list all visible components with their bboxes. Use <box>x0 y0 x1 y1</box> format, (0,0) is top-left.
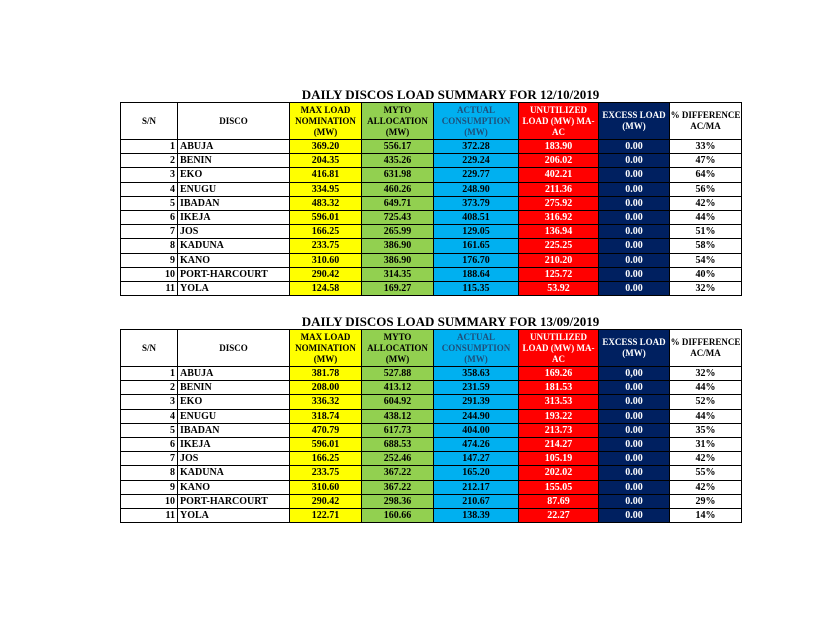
cell-unutilized: 136.94 <box>519 225 599 239</box>
header-sn: S/N <box>121 330 178 367</box>
cell-myto: 438.12 <box>362 409 434 423</box>
cell-sn: 2 <box>121 381 178 395</box>
cell-unutilized: 213.73 <box>519 423 599 437</box>
cell-pct: 40% <box>670 267 742 281</box>
cell-max-load: 336.32 <box>290 395 362 409</box>
cell-pct: 44% <box>670 381 742 395</box>
cell-actual: 248.90 <box>434 182 519 196</box>
cell-excess: 0.00 <box>599 267 670 281</box>
cell-unutilized: 316.92 <box>519 210 599 224</box>
cell-actual: 408.51 <box>434 210 519 224</box>
load-summary-table <box>120 329 742 523</box>
table-row <box>121 494 742 508</box>
cell-pct: 44% <box>670 210 742 224</box>
cell-disco: EKO <box>178 168 290 182</box>
cell-unutilized: 193.22 <box>519 409 599 423</box>
header-unutilized: UNUTILIZED LOAD (MW) MA-AC <box>519 330 599 367</box>
cell-pct: 29% <box>670 494 742 508</box>
table-row <box>121 196 742 210</box>
cell-disco: KADUNA <box>178 466 290 480</box>
header-myto: MYTO ALLOCATION (MW) <box>362 103 434 140</box>
cell-myto: 725.43 <box>362 210 434 224</box>
cell-unutilized: 225.25 <box>519 239 599 253</box>
cell-max-load: 470.79 <box>290 423 362 437</box>
cell-excess: 0.00 <box>599 395 670 409</box>
cell-max-load: 233.75 <box>290 239 362 253</box>
cell-actual: 229.77 <box>434 168 519 182</box>
cell-sn: 5 <box>121 196 178 210</box>
cell-disco: JOS <box>178 225 290 239</box>
cell-pct: 35% <box>670 423 742 437</box>
header-max-load: MAX LOAD NOMINATION (MW) <box>290 330 362 367</box>
header-excess: EXCESS LOAD (MW) <box>599 103 670 140</box>
cell-sn: 6 <box>121 210 178 224</box>
header-unutilized: UNUTILIZED LOAD (MW) MA-AC <box>519 103 599 140</box>
table-row <box>121 395 742 409</box>
cell-disco: KADUNA <box>178 239 290 253</box>
cell-sn: 11 <box>121 281 178 295</box>
cell-myto: 631.98 <box>362 168 434 182</box>
table-row <box>121 154 742 168</box>
cell-actual: 188.64 <box>434 267 519 281</box>
cell-actual: 212.17 <box>434 480 519 494</box>
cell-sn: 4 <box>121 409 178 423</box>
cell-max-load: 596.01 <box>290 210 362 224</box>
table-row <box>121 367 742 381</box>
cell-actual: 115.35 <box>434 281 519 295</box>
cell-sn: 3 <box>121 168 178 182</box>
cell-pct: 54% <box>670 253 742 267</box>
table-row <box>121 140 742 154</box>
table-row <box>121 409 742 423</box>
cell-excess: 0.00 <box>599 381 670 395</box>
cell-max-load: 290.42 <box>290 267 362 281</box>
cell-actual: 231.59 <box>434 381 519 395</box>
cell-actual: 147.27 <box>434 452 519 466</box>
cell-actual: 161.65 <box>434 239 519 253</box>
header-excess: EXCESS LOAD (MW) <box>599 330 670 367</box>
cell-excess: 0,00 <box>599 367 670 381</box>
cell-pct: 31% <box>670 437 742 451</box>
cell-unutilized: 183.90 <box>519 140 599 154</box>
cell-sn: 9 <box>121 253 178 267</box>
load-summary-table <box>120 102 742 296</box>
cell-sn: 1 <box>121 140 178 154</box>
cell-pct: 58% <box>670 239 742 253</box>
cell-actual: 176.70 <box>434 253 519 267</box>
cell-excess: 0.00 <box>599 423 670 437</box>
cell-sn: 2 <box>121 154 178 168</box>
cell-disco: ABUJA <box>178 140 290 154</box>
cell-max-load: 483.32 <box>290 196 362 210</box>
cell-myto: 169.27 <box>362 281 434 295</box>
cell-actual: 165.20 <box>434 466 519 480</box>
cell-sn: 10 <box>121 494 178 508</box>
cell-pct: 33% <box>670 140 742 154</box>
cell-sn: 9 <box>121 480 178 494</box>
cell-disco: YOLA <box>178 508 290 522</box>
cell-excess: 0.00 <box>599 508 670 522</box>
table-body <box>121 140 742 296</box>
cell-disco: IKEJA <box>178 437 290 451</box>
table-row <box>121 239 742 253</box>
cell-actual: 358.63 <box>434 367 519 381</box>
cell-myto: 298.36 <box>362 494 434 508</box>
table-row <box>121 225 742 239</box>
cell-actual: 373.79 <box>434 196 519 210</box>
cell-max-load: 416.81 <box>290 168 362 182</box>
cell-myto: 649.71 <box>362 196 434 210</box>
cell-unutilized: 87.69 <box>519 494 599 508</box>
cell-disco: ABUJA <box>178 367 290 381</box>
cell-max-load: 310.60 <box>290 480 362 494</box>
header-sn: S/N <box>121 103 178 140</box>
cell-myto: 386.90 <box>362 253 434 267</box>
cell-myto: 617.73 <box>362 423 434 437</box>
cell-max-load: 166.25 <box>290 225 362 239</box>
cell-unutilized: 206.02 <box>519 154 599 168</box>
summary-block-2 <box>120 314 741 523</box>
cell-unutilized: 210.20 <box>519 253 599 267</box>
cell-excess: 0.00 <box>599 480 670 494</box>
table-row <box>121 480 742 494</box>
cell-pct: 51% <box>670 225 742 239</box>
cell-actual: 404.00 <box>434 423 519 437</box>
cell-unutilized: 202.02 <box>519 466 599 480</box>
cell-sn: 5 <box>121 423 178 437</box>
cell-max-load: 208.00 <box>290 381 362 395</box>
header-pct: % DIFFERENCE AC/MA <box>670 330 742 367</box>
cell-disco: PORT-HARCOURT <box>178 267 290 281</box>
cell-pct: 14% <box>670 508 742 522</box>
cell-unutilized: 155.05 <box>519 480 599 494</box>
cell-unutilized: 105.19 <box>519 452 599 466</box>
cell-sn: 10 <box>121 267 178 281</box>
cell-pct: 42% <box>670 480 742 494</box>
cell-max-load: 369.20 <box>290 140 362 154</box>
cell-actual: 291.39 <box>434 395 519 409</box>
cell-myto: 435.26 <box>362 154 434 168</box>
cell-disco: BENIN <box>178 154 290 168</box>
cell-disco: EKO <box>178 395 290 409</box>
header-disco: DISCO <box>178 103 290 140</box>
table-row <box>121 508 742 522</box>
table-row <box>121 437 742 451</box>
cell-pct: 42% <box>670 452 742 466</box>
cell-pct: 55% <box>670 466 742 480</box>
cell-excess: 0.00 <box>599 281 670 295</box>
cell-myto: 252.46 <box>362 452 434 466</box>
header-actual: ACTUAL CONSUMPTION (MW) <box>434 330 519 367</box>
cell-disco: ENUGU <box>178 409 290 423</box>
cell-max-load: 166.25 <box>290 452 362 466</box>
cell-actual: 229.24 <box>434 154 519 168</box>
cell-actual: 474.26 <box>434 437 519 451</box>
cell-sn: 6 <box>121 437 178 451</box>
cell-actual: 244.90 <box>434 409 519 423</box>
header-disco: DISCO <box>178 330 290 367</box>
cell-unutilized: 53.92 <box>519 281 599 295</box>
header-row <box>121 330 742 367</box>
cell-excess: 0.00 <box>599 437 670 451</box>
cell-excess: 0.00 <box>599 409 670 423</box>
table-title: DAILY DISCOS LOAD SUMMARY FOR 12/10/2019 <box>301 87 600 102</box>
cell-excess: 0.00 <box>599 168 670 182</box>
cell-excess: 0.00 <box>599 182 670 196</box>
cell-disco: KANO <box>178 480 290 494</box>
table-row <box>121 210 742 224</box>
cell-max-load: 122.71 <box>290 508 362 522</box>
cell-unutilized: 402.21 <box>519 168 599 182</box>
cell-disco: IKEJA <box>178 210 290 224</box>
cell-actual: 138.39 <box>434 508 519 522</box>
cell-excess: 0.00 <box>599 239 670 253</box>
cell-myto: 367.22 <box>362 466 434 480</box>
table-title: DAILY DISCOS LOAD SUMMARY FOR 13/09/2019 <box>301 314 600 329</box>
cell-max-load: 334.95 <box>290 182 362 196</box>
cell-unutilized: 275.92 <box>519 196 599 210</box>
cell-sn: 3 <box>121 395 178 409</box>
header-row <box>121 103 742 140</box>
cell-actual: 129.05 <box>434 225 519 239</box>
cell-excess: 0.00 <box>599 494 670 508</box>
cell-pct: 32% <box>670 367 742 381</box>
cell-sn: 8 <box>121 239 178 253</box>
cell-pct: 42% <box>670 196 742 210</box>
cell-actual: 210.67 <box>434 494 519 508</box>
cell-sn: 8 <box>121 466 178 480</box>
cell-unutilized: 22.27 <box>519 508 599 522</box>
cell-unutilized: 169.26 <box>519 367 599 381</box>
header-max-load: MAX LOAD NOMINATION (MW) <box>290 103 362 140</box>
cell-myto: 386.90 <box>362 239 434 253</box>
cell-max-load: 204.35 <box>290 154 362 168</box>
header-actual: ACTUAL CONSUMPTION (MW) <box>434 103 519 140</box>
cell-excess: 0.00 <box>599 210 670 224</box>
table-row <box>121 281 742 295</box>
cell-pct: 64% <box>670 168 742 182</box>
cell-max-load: 233.75 <box>290 466 362 480</box>
cell-disco: PORT-HARCOURT <box>178 494 290 508</box>
cell-sn: 11 <box>121 508 178 522</box>
cell-disco: IBADAN <box>178 196 290 210</box>
cell-unutilized: 181.53 <box>519 381 599 395</box>
table-body <box>121 367 742 523</box>
table-row <box>121 267 742 281</box>
cell-disco: ENUGU <box>178 182 290 196</box>
cell-excess: 0.00 <box>599 196 670 210</box>
cell-max-load: 318.74 <box>290 409 362 423</box>
cell-pct: 32% <box>670 281 742 295</box>
cell-excess: 0.00 <box>599 253 670 267</box>
cell-myto: 688.53 <box>362 437 434 451</box>
cell-sn: 7 <box>121 225 178 239</box>
table-row <box>121 182 742 196</box>
cell-pct: 47% <box>670 154 742 168</box>
cell-disco: BENIN <box>178 381 290 395</box>
header-pct: % DIFFERENCE AC/MA <box>670 103 742 140</box>
table-row <box>121 423 742 437</box>
cell-disco: YOLA <box>178 281 290 295</box>
cell-myto: 556.17 <box>362 140 434 154</box>
cell-unutilized: 125.72 <box>519 267 599 281</box>
cell-disco: JOS <box>178 452 290 466</box>
cell-myto: 367.22 <box>362 480 434 494</box>
summary-block-1 <box>120 87 741 296</box>
cell-myto: 604.92 <box>362 395 434 409</box>
cell-unutilized: 211.36 <box>519 182 599 196</box>
cell-sn: 1 <box>121 367 178 381</box>
table-row <box>121 452 742 466</box>
cell-myto: 265.99 <box>362 225 434 239</box>
cell-myto: 314.35 <box>362 267 434 281</box>
cell-max-load: 381.78 <box>290 367 362 381</box>
cell-myto: 413.12 <box>362 381 434 395</box>
cell-myto: 160.66 <box>362 508 434 522</box>
cell-sn: 7 <box>121 452 178 466</box>
cell-excess: 0.00 <box>599 452 670 466</box>
cell-sn: 4 <box>121 182 178 196</box>
cell-excess: 0.00 <box>599 154 670 168</box>
cell-max-load: 310.60 <box>290 253 362 267</box>
cell-excess: 0.00 <box>599 466 670 480</box>
cell-unutilized: 214.27 <box>519 437 599 451</box>
cell-myto: 460.26 <box>362 182 434 196</box>
cell-disco: KANO <box>178 253 290 267</box>
cell-excess: 0.00 <box>599 140 670 154</box>
cell-max-load: 290.42 <box>290 494 362 508</box>
cell-myto: 527.88 <box>362 367 434 381</box>
table-row <box>121 253 742 267</box>
cell-max-load: 596.01 <box>290 437 362 451</box>
cell-pct: 44% <box>670 409 742 423</box>
cell-unutilized: 313.53 <box>519 395 599 409</box>
cell-pct: 56% <box>670 182 742 196</box>
table-row <box>121 381 742 395</box>
cell-max-load: 124.58 <box>290 281 362 295</box>
cell-excess: 0.00 <box>599 225 670 239</box>
cell-pct: 52% <box>670 395 742 409</box>
cell-disco: IBADAN <box>178 423 290 437</box>
table-row <box>121 168 742 182</box>
cell-actual: 372.28 <box>434 140 519 154</box>
header-myto: MYTO ALLOCATION (MW) <box>362 330 434 367</box>
table-row <box>121 466 742 480</box>
